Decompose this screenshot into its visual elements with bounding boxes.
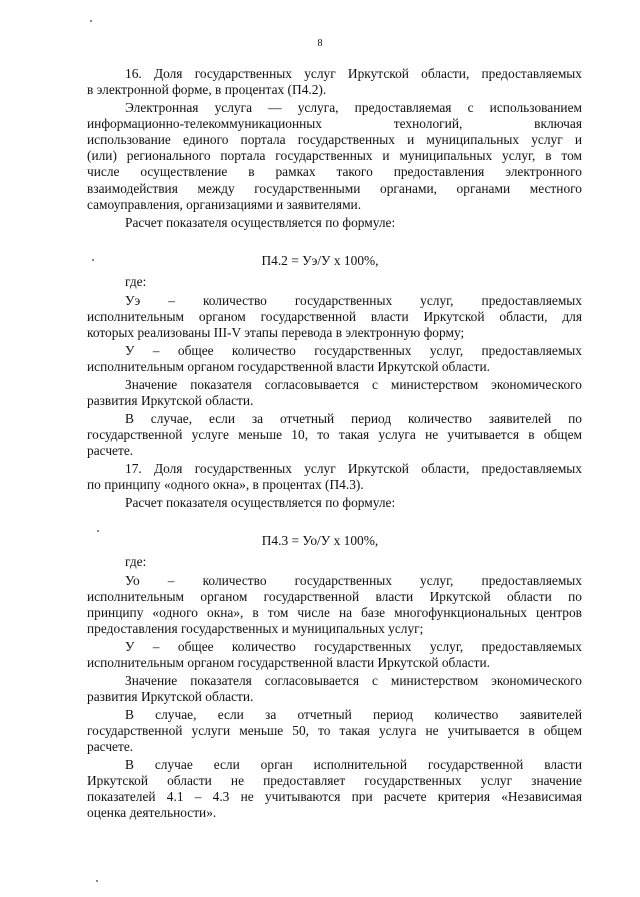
text-line: предоставления государственных и муниципальных услуг; (87, 621, 424, 636)
text-line: показателей 4.1 – 4.3 не учитываются при расчете критерия «Независимая (87, 789, 582, 804)
formula-p4-3: П4.3 = Уо/У х 100%, (261, 533, 379, 548)
text-line: самоуправления, организациями и заявителями. (87, 197, 362, 212)
text-line: где: (125, 554, 147, 569)
scan-speck (97, 530, 99, 532)
text-line: Расчет показателя осуществляется по формуле: (125, 495, 396, 510)
scan-speck (90, 20, 92, 22)
text-line: которых реализованы III-V этапы перевода в электронную форму; (87, 325, 465, 340)
formula-p4-2: П4.2 = Уэ/У х 100%, (261, 253, 379, 268)
text-line: в электронной форме, в процентах (П4.2). (87, 82, 327, 97)
scan-speck (92, 259, 94, 261)
text-line: оценка деятельности». (87, 805, 217, 820)
text-line: Электронная услуга — услуга, предоставляемая с использованием (125, 100, 582, 115)
text-line: развития Иркутской области. (87, 393, 254, 408)
text-line: У – общее количество государственных услуг, предоставляемых (125, 343, 582, 358)
text-line: исполнительным органом государственной власти Иркутской области. (87, 655, 490, 670)
text-line: где: (125, 274, 147, 289)
text-line: расчете. (87, 443, 134, 458)
text-line: У – общее количество государственных услуг, предоставляемых (125, 639, 582, 654)
text-line: исполнительным органом государственной власти Иркутской области, для (87, 309, 582, 324)
text-line: Уо – количество государственных услуг, предоставляемых (125, 573, 582, 588)
scan-speck (96, 880, 98, 882)
text-line: государственной услуги меньше 50, то такая услуга не учитывается в общем (87, 723, 582, 738)
text-line: государственной услуге меньше 10, то такая услуга не учитывается в общем (87, 427, 582, 442)
text-line: Значение показателя согласовывается с министерством экономического (125, 673, 582, 688)
text-line: числе осуществление в рамках такого предоставления электронного (87, 164, 582, 179)
text-line: расчете. (87, 739, 134, 754)
text-line: исполнительным органом государственной власти Иркутской области. (87, 359, 490, 374)
text-line: 16. Доля государственных услуг Иркутской области, предоставляемых (125, 66, 582, 81)
text-line: В случае если орган исполнительной государственной власти (125, 757, 582, 772)
text-line: развития Иркутской области. (87, 689, 254, 704)
text-line: 17. Доля государственных услуг Иркутской области, предоставляемых (125, 461, 582, 476)
text-line: использование единого портала государственных и муниципальных услуг и (87, 132, 582, 147)
page-number: 8 (317, 38, 323, 49)
text-line: Иркутской области не предоставляет государственных услуг значение (87, 773, 582, 788)
text-line: Расчет показателя осуществляется по формуле: (125, 215, 396, 230)
text-line: (или) регионального портала государственных и муниципальных услуг, в том (87, 148, 582, 163)
text-line: В случае, если за отчетный период количество заявителей (125, 707, 582, 722)
text-line: В случае, если за отчетный период количество заявителей по (125, 411, 582, 426)
text-line: взаимодействия между государственными органами, органами местного (87, 181, 582, 196)
text-line: по принципу «одного окна», в процентах (П4.3). (87, 477, 364, 492)
text-line: исполнительным органом государственной власти Иркутской области по (87, 589, 582, 604)
text-line: Уэ – количество государственных услуг, предоставляемых (125, 293, 582, 308)
text-line: принципу «одного окна», в том числе на базе многофункциональных центров (87, 605, 582, 620)
text-line: Значение показателя согласовывается с министерством экономического (125, 377, 582, 392)
text-line: информационно-телекоммуникационных технологий, включая (87, 116, 582, 131)
